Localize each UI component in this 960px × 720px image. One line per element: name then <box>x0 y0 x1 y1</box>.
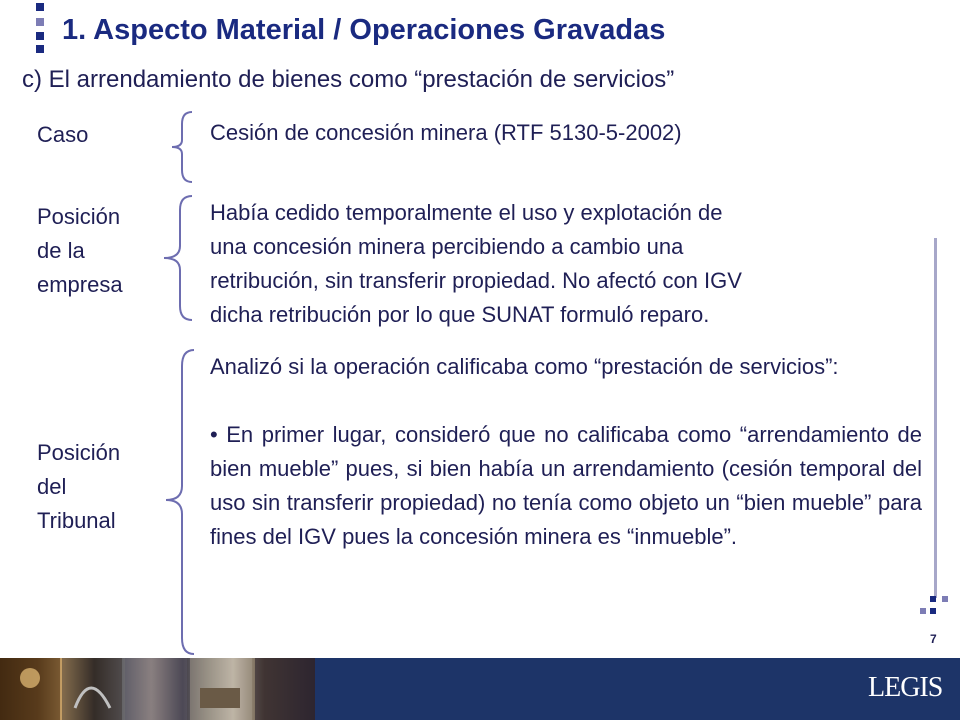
tribunal-bullet: • En primer lugar, consideró que no calificaba como “arrendamiento de bien mueble” pues, si bien había un arrendamiento (cesión temporal del uso sin transferir propiedad) no tenía como objeto un “bien mueble” para fines del IGV pues la concesión minera es “inmueble”. <box>210 422 922 549</box>
label-posicion-empresa: Posición de la empresa <box>37 204 123 297</box>
brace-icon <box>160 194 196 324</box>
photo-collage-icon <box>0 658 315 720</box>
tribunal-text <box>210 350 922 554</box>
page-number: 7 <box>930 632 937 646</box>
empresa-text: Había cedido temporalmente el uso y explotación de una concesión minera percibiendo a cambio una retribución, sin transferir propiedad. No afectó con IGV dicha retribución por lo que SUNAT formuló reparo. <box>210 200 742 327</box>
brace-icon <box>162 348 198 658</box>
footer-photo-strip <box>0 658 315 720</box>
corner-squares-icon <box>918 588 958 628</box>
caso-text: Cesión de concesión minera (RTF 5130-5-2002) <box>210 120 682 145</box>
tribunal-intro: Analizó si la operación calificaba como “prestación de servicios”: <box>210 354 839 379</box>
brace-icon <box>168 110 196 184</box>
page-subtitle: c) El arrendamiento de bienes como “prestación de servicios” <box>22 66 675 93</box>
legis-logo: LEGIS <box>868 672 943 703</box>
logo-squares-icon <box>0 0 60 60</box>
label-caso: Caso <box>37 122 89 147</box>
label-posicion-tribunal: Posición del Tribunal <box>37 440 121 533</box>
right-divider <box>934 238 937 598</box>
page-title: 1. Aspecto Material / Operaciones Gravadas <box>62 14 666 46</box>
